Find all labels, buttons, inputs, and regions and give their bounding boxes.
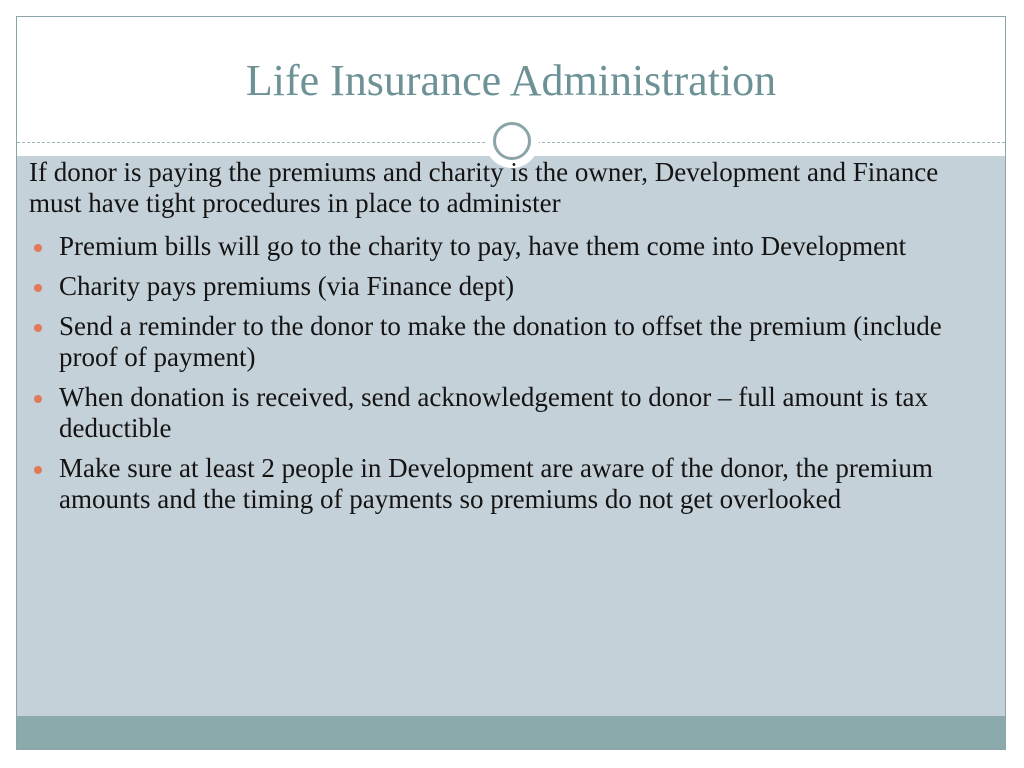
bullet-item <box>29 271 969 302</box>
bullet-item <box>29 382 969 444</box>
bullet-item <box>29 311 969 373</box>
bullet-dot-icon <box>34 395 42 403</box>
bullet-text: Charity pays premiums (via Finance dept) <box>59 271 515 301</box>
slide-title: Life Insurance Administration <box>245 56 777 105</box>
bullet-text: Premium bills will go to the charity to pay, have them come into Development <box>59 231 907 261</box>
bullet-dot-icon <box>34 244 42 252</box>
bullet-item <box>29 453 969 515</box>
bullet-dot-icon <box>34 466 42 474</box>
footer-bar <box>17 716 1005 750</box>
bullet-dot-icon <box>34 324 42 332</box>
ring-ornament-inner <box>493 122 531 160</box>
bullet-list <box>29 231 969 515</box>
bullet-item <box>29 231 969 262</box>
slide-body <box>29 157 969 524</box>
bullet-text: Send a reminder to the donor to make the donation to offset the premium (include proof of payment) <box>59 311 942 372</box>
intro-paragraph: If donor is paying the premiums and charity is the owner, Development and Finance must have tight procedures in place to administer <box>29 157 939 218</box>
bullet-dot-icon <box>34 284 42 292</box>
bullet-text: Make sure at least 2 people in Development are aware of the donor, the premium amounts and the timing of payments so premiums do not get overlooked <box>59 453 933 514</box>
bullet-text: When donation is received, send acknowledgement to donor – full amount is tax deductible <box>59 382 929 443</box>
